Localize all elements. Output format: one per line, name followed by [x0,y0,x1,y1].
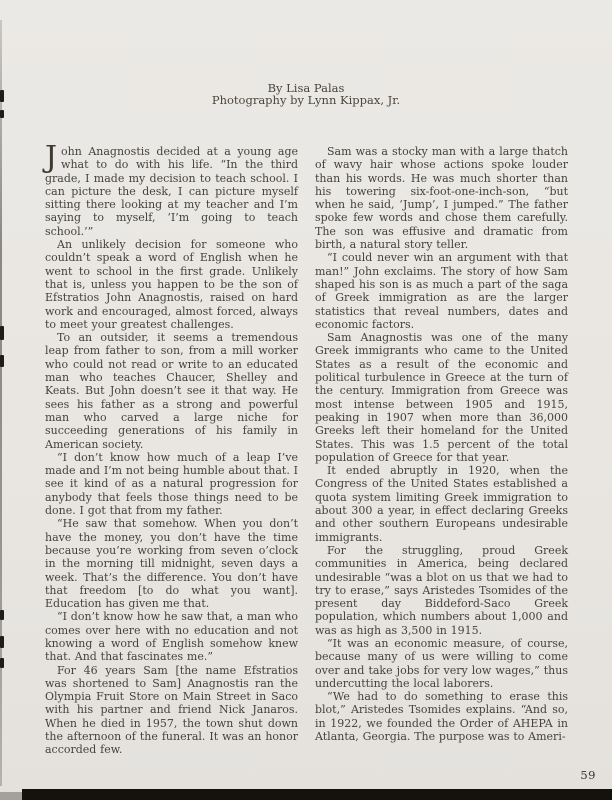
paragraph: “I don’t know how he saw that, a man who comes over here with no education and not knowing a word of English somehow knew that. And that fascinates me.” [45,610,298,664]
paragraph: “I don’t know how much of a leap I’ve made and I’m not being humble about that. I see it kind of as a natural progression for anybody that feels those things need to be done. I got that from my father. [45,450,298,518]
scan-edge-mark [0,658,4,668]
dropcap: J [45,140,58,175]
scan-edge-mark [0,326,4,340]
paragraph: “We had to do something to erase this blot,” Aristedes Tsomides explains. “And so, in 1922, we founded the Order of AHEPA in Atlanta, Georgia. The purpose was to Ameri- [315,690,568,744]
paragraph [45,140,298,238]
page-number: 59 [580,768,596,782]
photo-credit: Photography by Lynn Kippax, Jr. [211,92,401,107]
paragraph: An unlikely decision for someone who couldn’t speak a word of English when he went to school in the first grade. Unlikely that is, unless you happen to be the son of Efstratios John Anagnostis, raised on hard work and encouraged, almost forced, always to meet your greatest challenges. [45,238,298,331]
scan-edge-mark [0,610,4,620]
paragraph: It ended abruptly in 1920, when the Congress of the United States established a quota system limiting Greek immigration to about 300 a year, in effect declaring Greeks and other southern Europeans undesirable immigrants. [315,464,568,544]
article-body [45,140,568,757]
scan-edge-bottom-corner [0,792,22,800]
byline: By Lisa Palas [267,81,345,95]
right-column [315,145,568,757]
scan-edge-bottom [22,789,612,800]
paragraph: Sam Anagnostis was one of the many Greek immigrants who came to the United States as a result of the economic and political turbulence in Greece at the turn of the century. Immigration from Greece was most intense between 1905 and 1915, peaking in 1907 when more than 36,000 Greeks left their homeland for the United States. This was 1.5 percent of the total population of Greece for that year. [315,331,568,464]
paragraph-text: ohn Anagnostis decided at a young age what to do with his life. “In the third grade, I made my decision to teach school. I can picture the desk, I can picture myself sitting there looking at my teacher and I’m saying to myself, ‘I’m going to teach school.’” [45,145,298,238]
paragraph: For the struggling, proud Greek communities in America, being declared undesirable “was a blot on us that we had to try to erase,” says Aristedes Tsomides of the present day Biddeford-Saco Greek population, which numbers about 1,000 and was as high as 3,500 in 1915. [315,543,568,637]
scan-edge-mark [0,110,4,118]
paragraph: “It was an economic measure, of course, because many of us were willing to come over and take jobs for very low wages,” thus undercutting the local laborers. [315,636,568,690]
paragraph: “I could never win an argument with that man!” John exclaims. The story of how Sam shaped his son is as much a part of the saga of Greek immigration as are the larger statistics that reveal numbers, dates and economic factors. [315,251,568,331]
paragraph: For 46 years Sam [the name Efstratios was shortened to Sam] Anagnostis ran the Olympia Fruit Store on Main Street in Saco with his partner and friend Nick Janaros. When he died in 1957, the town shut down the afternoon of the funeral. It was an honor accorded few. [45,663,298,757]
scan-edge-left [0,20,2,786]
paragraph: “He saw that somehow. When you don’t have the money, you don’t have the time because you’re working from seven o’clock in the morning till midnight, seven days a week. That’s the difference. You don’t have that freedom [to do what you want]. Education has given me that. [45,517,298,611]
left-column [45,140,298,757]
byline-block [0,83,612,106]
scan-edge-mark [0,636,4,648]
paragraph: Sam was a stocky man with a large thatch of wavy hair whose actions spoke louder than his words. He was much shorter than his towering six-foot-one-inch-son, “but when he said, ‘Jump’, I jumped.” The father spoke few words and chose them carefully. The son was effusive and dramatic from birth, a natural story teller. [315,145,568,252]
scan-edge-mark [0,355,4,367]
paragraph: To an outsider, it seems a tremendous leap from father to son, from a mill worker who could not read or write to an educated man who teaches Chaucer, Shelley and Keats. But John doesn’t see it that way. He sees his father as a strong and powerful man who carved a large niche for succeeding generations of his family in American society. [45,331,298,451]
